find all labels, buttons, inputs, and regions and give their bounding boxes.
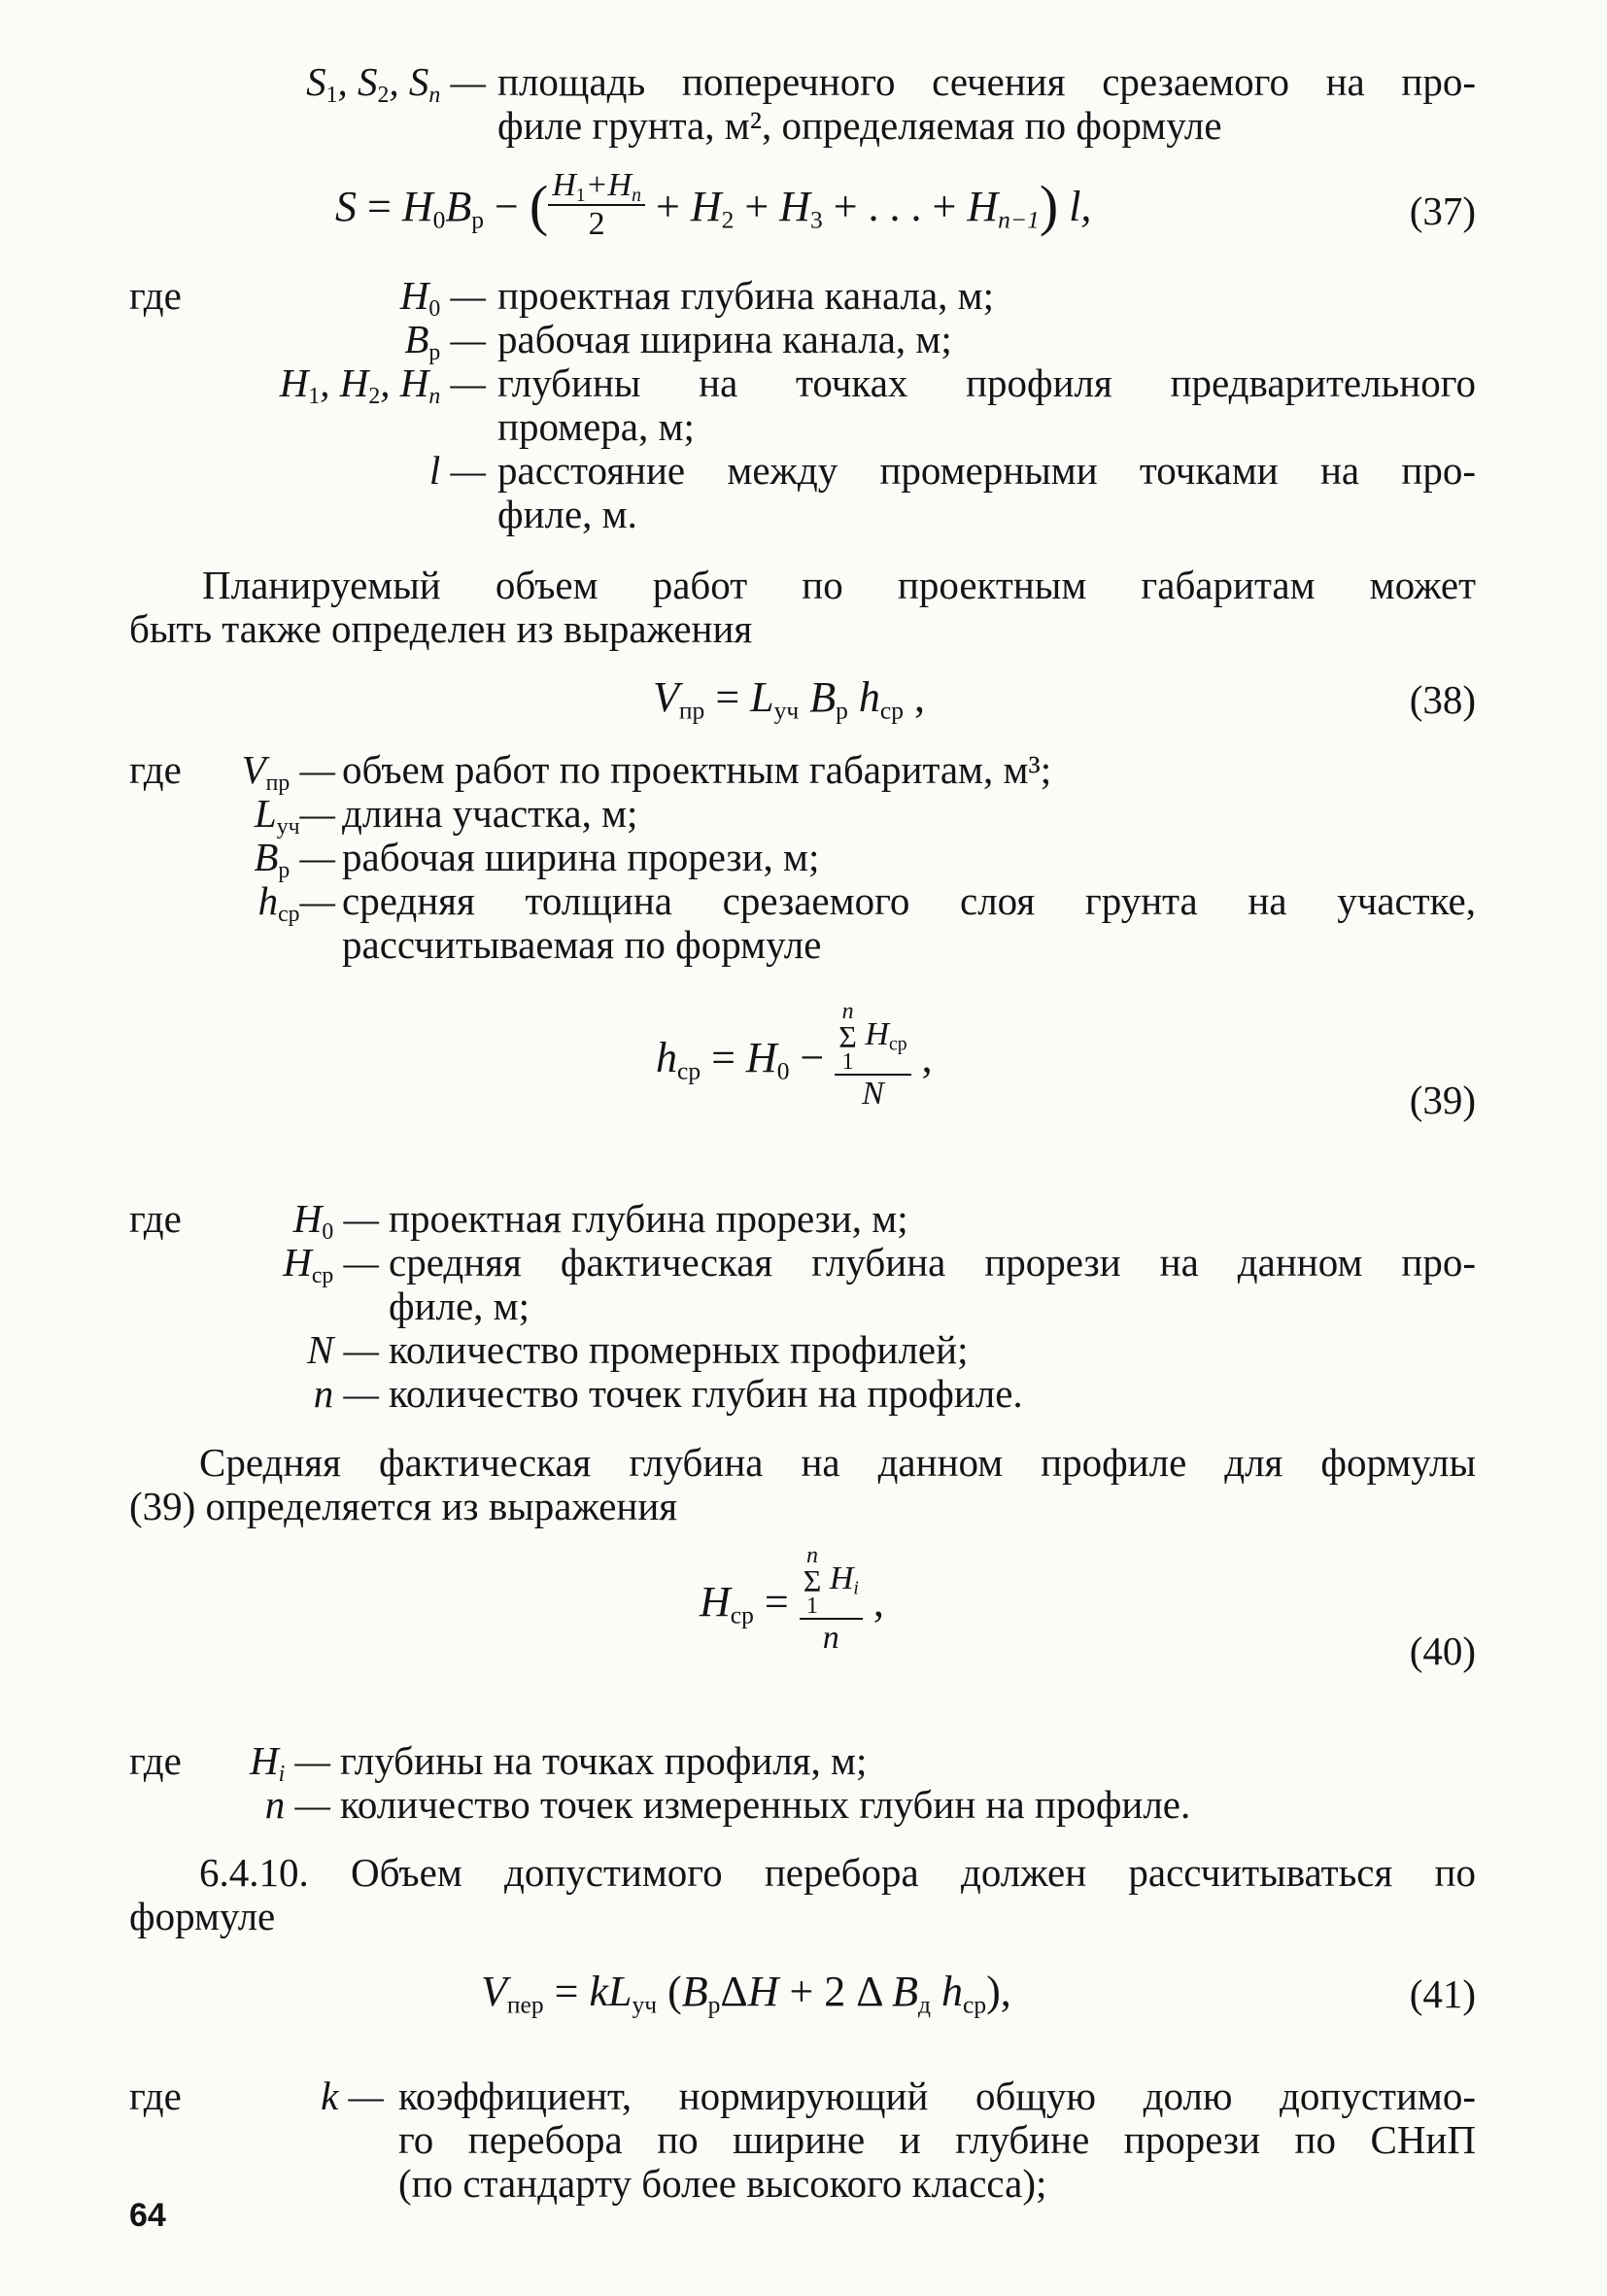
definition-line: рабочая ширина канала, м; — [497, 317, 952, 361]
definition-line: промера, м; — [497, 404, 695, 449]
definition-line: рабочая ширина прорези, м; — [342, 835, 820, 879]
definition-line: количество точек измеренных глубин на профиле. — [340, 1782, 1191, 1827]
term-label-hi: Hi — — [250, 1738, 330, 1788]
paragraph-40 — [129, 1441, 1476, 1528]
term-definition-l — [497, 449, 1476, 536]
term-definition-h0 — [497, 274, 1476, 318]
term-definition-s — [497, 60, 1476, 148]
definition-line: глубины на точках профиля, м; — [340, 1738, 868, 1783]
definition-line: объем работ по проектным габаритам, м³; — [342, 747, 1052, 792]
term-label-s: S1, S2, Sn — — [306, 59, 486, 109]
term-label-k: k — — [321, 2073, 384, 2118]
definition-line: средняя фактическая глубина прорези на данном про- — [389, 1240, 1476, 1285]
paragraph-line: формуле — [129, 1894, 276, 1938]
equation-41: $V_{пер} = kL_{уч}$ ($B_р\Delta H + 2$ Δ $B_д$ $h_{ср}$), — [481, 1968, 1011, 2019]
term-label-vpr: Vпр — — [241, 747, 335, 797]
definition-line: (по стандарту более высокого класса); — [398, 2161, 1047, 2206]
definition-line: расстояние между промерными точками на про- — [497, 448, 1476, 493]
term-definition-n-cap — [389, 1328, 1476, 1372]
definition-line: проектная глубина прорези, м; — [389, 1196, 908, 1241]
term-definition-h1-h2-hn — [497, 361, 1476, 449]
definition-line: количество промерных профилей; — [389, 1327, 969, 1372]
paragraph-line: (39) определяется из выражения — [129, 1484, 678, 1528]
equation-39: $h_{ср} = H_0$ − n Σ 1 $H_{ср}$ N , — [656, 999, 933, 1112]
equation-40: $H_{ср}$ = n Σ 1 $H_i$ n , — [700, 1543, 884, 1656]
equation-number-38: (38) — [1409, 677, 1476, 722]
term-definition-k — [398, 2074, 1476, 2206]
term-definition-hsr — [342, 879, 1476, 967]
paragraph-line: Планируемый объем работ по проектным габаритам может — [202, 563, 1476, 607]
definition-line: филе грунта, м², определяемая по формуле — [497, 103, 1222, 148]
term-definition-n-2 — [340, 1783, 1476, 1827]
equation-number-39: (39) — [1409, 1078, 1476, 1122]
equation-number-40: (40) — [1409, 1628, 1476, 1673]
definition-line: филе, м; — [389, 1284, 530, 1328]
term-label-n: n — — [313, 1371, 379, 1416]
term-definition-vpr — [342, 748, 1476, 792]
term-label-hsr-2: Hср — — [283, 1240, 379, 1289]
term-definition-hi — [340, 1739, 1476, 1783]
paragraph-line: быть также определен из выражения — [129, 606, 753, 651]
where-word: где — [129, 1196, 182, 1241]
term-definition-n — [389, 1372, 1476, 1416]
term-definition-hsr-2 — [389, 1241, 1476, 1328]
term-definition-h0-2 — [389, 1197, 1476, 1241]
definition-line: площадь поперечного сечения срезаемого на про- — [497, 59, 1476, 104]
definition-line: коэффициент, нормирующий общую долю допустимо- — [398, 2073, 1476, 2118]
where-word: где — [129, 2073, 182, 2118]
term-label-l: l — — [428, 448, 486, 493]
term-definition-bp — [497, 318, 1476, 361]
where-word: где — [129, 273, 182, 318]
term-label-hsr: hср— — [257, 878, 335, 928]
term-label-bp-2: Bр — — [254, 835, 335, 884]
term-label-luch: Lуч— — [254, 791, 335, 840]
page-number: 64 — [129, 2197, 166, 2234]
paragraph-41 — [129, 1851, 1476, 1938]
term-label-h0-2: H0 — — [292, 1196, 379, 1246]
definition-line: глубины на точках профиля предварительного — [497, 360, 1476, 405]
definition-line: проектная глубина канала, м; — [497, 273, 995, 318]
definition-line: количество точек глубин на профиле. — [389, 1371, 1023, 1416]
paragraph-line: 6.4.10. Объем допустимого перебора должен рассчитываться по — [199, 1850, 1476, 1895]
definition-line: филе, м. — [497, 492, 637, 536]
definition-line: го перебора по ширине и глубине прорези по СНиП — [398, 2117, 1476, 2162]
definition-line: длина участка, м; — [342, 791, 638, 836]
term-label-h1-h2-hn: H1, H2, Hn — — [279, 360, 486, 410]
equation-number-37: (37) — [1409, 188, 1476, 233]
term-label-n-cap: N — — [306, 1327, 379, 1372]
where-word: где — [129, 747, 182, 792]
equation-37: $S = H_0B_р$ − ( $\frac{H_1+H_n}{2}$ + $H_2 + H_3$ + . . . + $H_{n-1}$) l, — [335, 167, 1092, 242]
equation-38: $V_{пр} = L_{уч}$ $B_р$ $h_{ср}$ , — [653, 673, 925, 725]
paragraph-line: Средняя фактическая глубина на данном профиле для формулы — [199, 1440, 1476, 1485]
where-word: где — [129, 1738, 182, 1783]
definition-line: рассчитываемая по формуле — [342, 922, 822, 967]
term-label-n-2: n — — [264, 1782, 330, 1827]
definition-line: средняя толщина срезаемого слоя грунта на участке, — [342, 878, 1476, 923]
term-definition-luch — [342, 792, 1476, 836]
term-definition-bp-2 — [342, 836, 1476, 879]
term-label-bp: Bр — — [404, 317, 486, 366]
term-label-h0: H0 — — [399, 273, 486, 323]
equation-number-41: (41) — [1409, 1971, 1476, 2016]
paragraph-38 — [129, 564, 1476, 651]
